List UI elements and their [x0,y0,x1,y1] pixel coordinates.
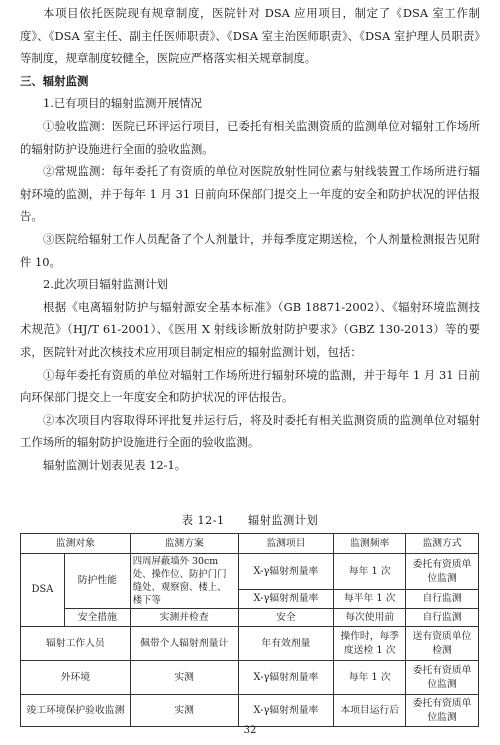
table-cell: 送有资质单位检测 [406,627,479,661]
table-row [21,609,479,627]
table-cell: 实测 [130,661,238,695]
table-cell: 每半年 1 次 [334,590,406,609]
table-cell: 自行监测 [406,609,479,627]
table-row [21,627,479,661]
table-cell: X-γ辐射剂量率 [238,661,334,695]
table-cell: 年有效剂量 [238,627,334,661]
paragraph-routine-monitoring: ②常规监测：每年委托了有资质的单位对医院放射性同位素与射线装置工作场所进行辐射环境的监测，并于每年 1 月 31 日前向环保部门提交上一年度的安全和防护状况的评估报告。 [20,164,480,224]
table-cell: X-γ辐射剂量率 [238,590,334,609]
table-cell: 竣工环境保护验收监测 [21,695,131,727]
table-cell: DSA [21,554,65,627]
table-row [21,661,479,695]
subheading-existing-monitoring: 1.已有项目的辐射监测开展情况 [43,96,202,111]
table-header-row [21,534,479,554]
table-cell: 委托有资质单位监测 [406,695,479,727]
paragraph-regulations: 本项目依托医院现有规章制度，医院针对 DSA 应用项目，制定了《DSA 室工作制度》、《DSA 室主任、副主任医师职责》、《DSA 室主治医师职责》、《DSA 室护理人员职责》等制度，规章制度较健全，医院应严格落实相关规章制度。 [20,6,480,66]
table-cell: X-γ辐射剂量率 [238,554,334,590]
body-text [20,2,480,476]
table-cell: 实测 [130,695,238,727]
subheading-monitoring-plan: 2.此次项目辐射监测计划 [43,277,168,292]
paragraph-acceptance-monitoring: ①验收监测：医院已环评运行项目，已委托有相关监测资质的监测单位对辐射工作场所的辐射防护设施进行全面的验收监测。 [20,118,480,156]
header-cell: 监测方案 [130,534,238,554]
header-cell: 监测方式 [406,534,479,554]
monitoring-plan-table [20,533,479,727]
table-cell: 操作时，每季度送检 1 次 [334,627,406,661]
table-cell: 四周屏蔽墙外 30cm 处、操作位、防护门门缝处、观察窗、楼上、楼下等 [130,554,238,609]
table-cell: 安全 [238,609,334,627]
table-cell: 委托有资质单位监测 [406,554,479,590]
table-cell: 每次使用前 [334,609,406,627]
table-cell: 防护性能 [64,554,130,609]
table-cell: 委托有资质单位监测 [406,661,479,695]
table-cell: 实测并检查 [130,609,238,627]
header-cell: 监测对象 [21,534,131,554]
table-caption: 表 12-1 辐射监测计划 [181,514,319,527]
header-cell: 监测频率 [334,534,406,554]
paragraph-table-reference: 辐射监测计划表见表 12-1。 [43,457,187,472]
header-cell: 监测项目 [238,534,334,554]
paragraph-dosimeter: ③医院给辐射工作人员配备了个人剂量计，并每季度定期送检，个人剂量检测报告见附件 10。 [20,231,480,269]
table-cell: 每年 1 次 [334,661,406,695]
table-row [21,695,479,727]
table-cell: 安全措施 [64,609,130,627]
table-cell: 本项目运行后 [334,695,406,727]
table-row [21,554,479,590]
table-cell: 外环境 [21,661,131,695]
paragraph-plan-item-2: ②本次项目内容取得环评批复并运行后，将及时委托有相关监测资质的监测单位对辐射工作场所的辐射防护设施进行全面的验收监测。 [20,412,480,450]
paragraph-plan-item-1: ①每年委托有资质的单位对辐射工作场所进行辐射环境的监测，并于每年 1 月 31 日前向环保部门提交上一年度安全和防护状况的评估报告。 [20,367,480,405]
table-cell: 自行监测 [406,590,479,609]
paragraph-standards: 根据《电离辐射防护与辐射源安全基本标准》（GB 18871-2002）、《辐射环境监测技术规范》（HJ/T 61-2001）、《医用 X 射线诊断放射防护要求》（GBZ 130-2013）等的要求，医院针对此次核技术应用项目制定相应的辐射监测计划，包括： [20,299,480,359]
page-number: 32 [243,725,257,736]
table-cell: 佩带个人辐射剂量计 [130,627,238,661]
table-cell: 每年 1 次 [334,554,406,590]
section-heading-radiation-monitoring: 三、辐射监测 [20,73,89,88]
table-cell: 辐射工作人员 [21,627,131,661]
table-cell: X-γ辐射剂量率 [238,695,334,727]
